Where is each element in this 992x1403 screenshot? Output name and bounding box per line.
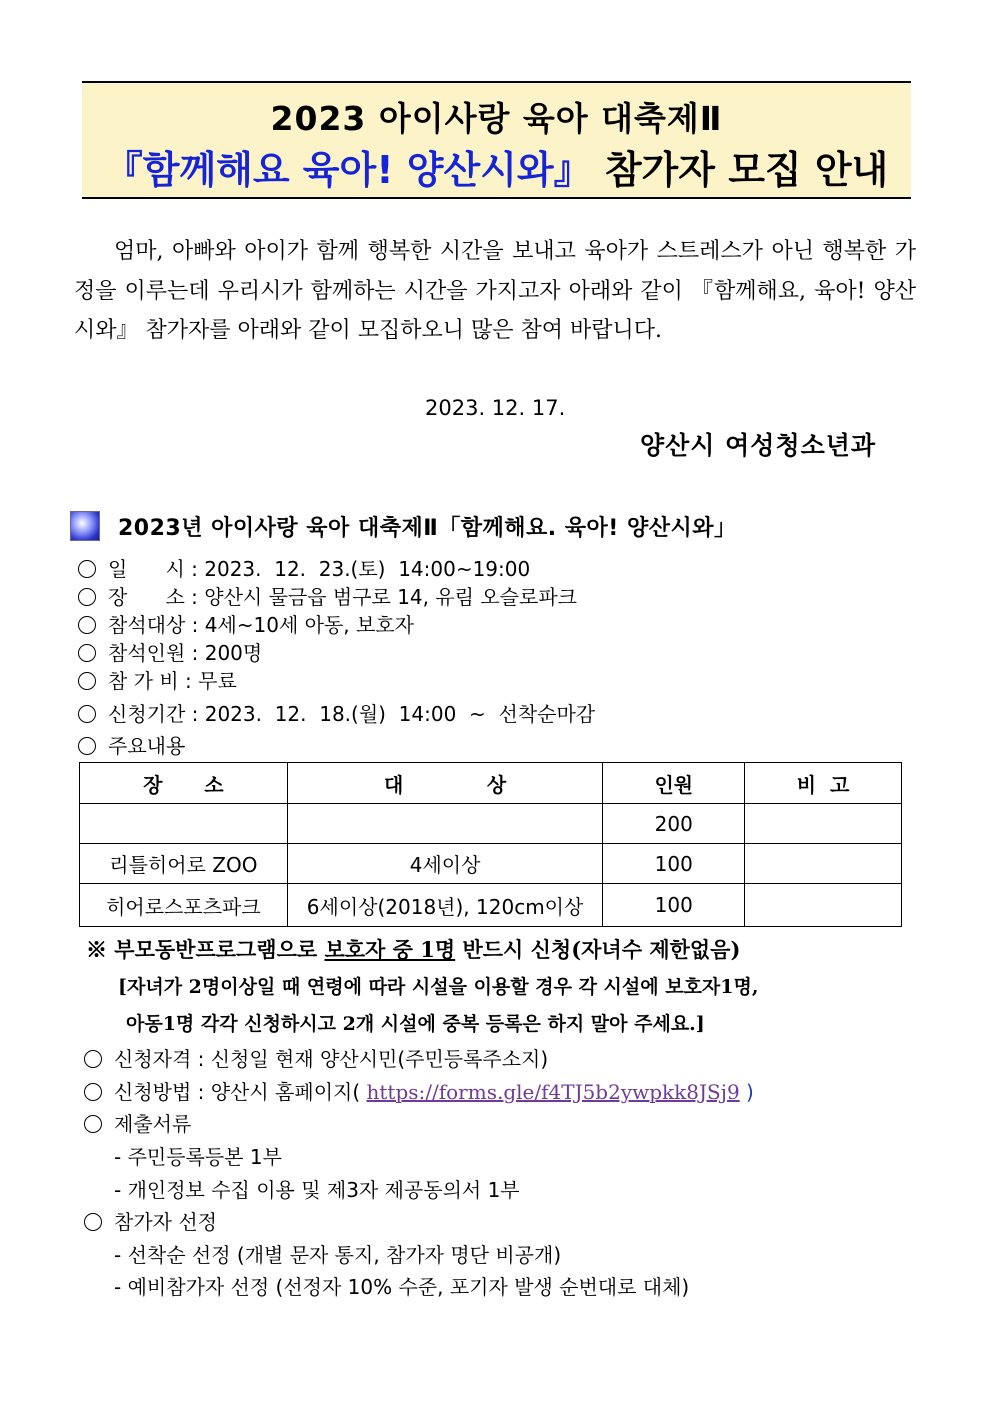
apply-method: [84, 1076, 754, 1105]
intro-text: 엄마, 아빠와 아이가 함께 행복한 시간을 보내고 육아가 스트레스가 아닌 행복한 가정을 이루는데 우리시가 함께하는 시간을 가지고자 아래와 같이 『함께해요, 육아! 양산시와』 참가자를 아래와 같이 모집하오니 많은 참여 바랍니다.: [74, 239, 916, 343]
info-label: 참석대상: [108, 613, 186, 637]
table-row: [80, 804, 902, 844]
program-table: [79, 762, 902, 927]
table-header: 장 소: [80, 763, 288, 804]
note-text: 반드시 신청(자녀수 제한없음): [455, 937, 741, 962]
info-value: 무료: [198, 669, 237, 693]
table-cell: [745, 804, 902, 844]
circle-bullet-icon: [78, 616, 96, 634]
table-cell: [745, 844, 902, 884]
circle-bullet-icon: [84, 1083, 102, 1101]
circle-bullet-icon: [78, 560, 96, 578]
info-label: 일 시: [108, 557, 185, 581]
info-value: 양산시 물금읍 범구로 14, 유림 오슬로파크: [204, 585, 577, 609]
table-cell: 6세이상(2018년), 120cm이상: [287, 884, 603, 927]
info-row-place: 장 소 : 양산시 물금읍 범구로 14, 유림 오슬로파크: [78, 581, 577, 610]
table-cell: 히어로스포츠파크: [80, 884, 288, 927]
table-cell: 200: [603, 804, 745, 844]
apply-selection-label: 참가자 선정: [114, 1210, 217, 1234]
info-row-period: 신청기간 : 2023. 12. 18.(월) 14:00 ~ 선착순마감: [78, 698, 595, 727]
info-value: 2023. 12. 23.(토) 14:00~19:00: [204, 557, 531, 581]
table-header: 비 고: [745, 763, 902, 804]
info-row-target: 참석대상 : 4세~10세 아동, 보호자: [78, 609, 414, 638]
info-value: 200명: [204, 641, 263, 665]
table-cell: [287, 804, 603, 844]
circle-bullet-icon: [84, 1213, 102, 1231]
note-text: ※ 부모동반프로그램으로: [86, 937, 325, 962]
table-cell: 리틀히어로 ZOO: [80, 844, 288, 884]
info-label: 주요내용: [108, 734, 186, 758]
circle-bullet-icon: [78, 705, 96, 723]
apply-documents: [84, 1108, 191, 1137]
circle-bullet-icon: [78, 672, 96, 690]
info-row-date: 일 시 : 2023. 12. 23.(토) 14:00~19:00: [78, 553, 530, 582]
info-label: 참석인원: [108, 641, 186, 665]
apply-documents-label: 제출서류: [114, 1112, 192, 1136]
document-item: - 개인정보 수집 이용 및 제3자 제공동의서 1부: [114, 1178, 520, 1202]
selection-item: - 선착순 선정 (개별 문자 통지, 참가자 명단 비공개): [114, 1243, 562, 1267]
circle-bullet-icon: [78, 588, 96, 606]
circle-bullet-icon: [78, 737, 96, 755]
table-header-row: [80, 763, 902, 804]
table-cell: [80, 804, 288, 844]
info-row-fee: 참 가 비 : 무료: [78, 665, 237, 694]
circle-bullet-icon: [84, 1115, 102, 1133]
table-header: 대 상: [287, 763, 603, 804]
apply-qualification-text: 신청자격 : 신청일 현재 양산시민(주민등록주소지): [114, 1047, 549, 1071]
title-line-1: 2023 아이사랑 육아 대축제Ⅱ: [270, 99, 723, 138]
table-cell: 4세이상: [287, 844, 603, 884]
table-cell: [745, 884, 902, 927]
info-value: 2023. 12. 18.(월) 14:00 ~ 선착순마감: [204, 702, 596, 726]
section-heading: [70, 510, 736, 542]
square-bullet-icon: [70, 511, 100, 541]
apply-method-text: 신청방법 : 양산시 홈페이지(: [114, 1080, 361, 1104]
circle-bullet-icon: [78, 644, 96, 662]
title-line-2: [82, 139, 911, 194]
info-row-headcount: 참석인원 : 200명: [78, 637, 262, 666]
title-box: [82, 81, 911, 199]
note-main: [86, 934, 740, 964]
note-detail-2: 아동1명 각각 신청하시고 2개 시설에 중복 등록은 하지 말아 주세요.]: [126, 1013, 705, 1035]
table-row: [80, 844, 902, 884]
application-form-link[interactable]: https://forms.gle/f4TJ5b2ywpkk8JSj9: [366, 1080, 740, 1104]
department-name: 양산시 여성청소년과: [640, 431, 877, 460]
title-highlight: 『함께해요 육아! 양산시와』: [104, 148, 592, 192]
note-underlined: 보호자 중 1명: [324, 937, 456, 962]
circle-bullet-icon: [84, 1050, 102, 1068]
info-label: 신청기간: [108, 702, 186, 726]
section-title: 2023년 아이사랑 육아 대축제Ⅱ「함께해요. 육아! 양산시와」: [118, 515, 737, 541]
table-cell: 100: [603, 844, 745, 884]
info-row-content: [78, 730, 185, 759]
table-row: [80, 884, 902, 927]
info-value: 4세~10세 아동, 보호자: [204, 613, 414, 637]
apply-method-close: ): [746, 1080, 754, 1104]
notice-date: 2023. 12. 17.: [425, 396, 566, 420]
title-rest: 참가자 모집 안내: [591, 148, 889, 192]
table-header: 인원: [603, 763, 745, 804]
apply-qualification: [84, 1043, 548, 1072]
document-item: - 주민등록등본 1부: [114, 1145, 282, 1169]
selection-item: - 예비참가자 선정 (선정자 10% 수준, 포기자 발생 순번대로 대체): [114, 1275, 690, 1299]
intro-paragraph: [74, 232, 916, 351]
info-label: 참 가 비: [108, 669, 179, 693]
info-label: 장 소: [108, 585, 185, 609]
table-cell: 100: [603, 884, 745, 927]
note-detail-1: [자녀가 2명이상일 때 연령에 따라 시설을 이용할 경우 각 시설에 보호자1명,: [118, 976, 759, 998]
apply-selection: [84, 1206, 217, 1235]
